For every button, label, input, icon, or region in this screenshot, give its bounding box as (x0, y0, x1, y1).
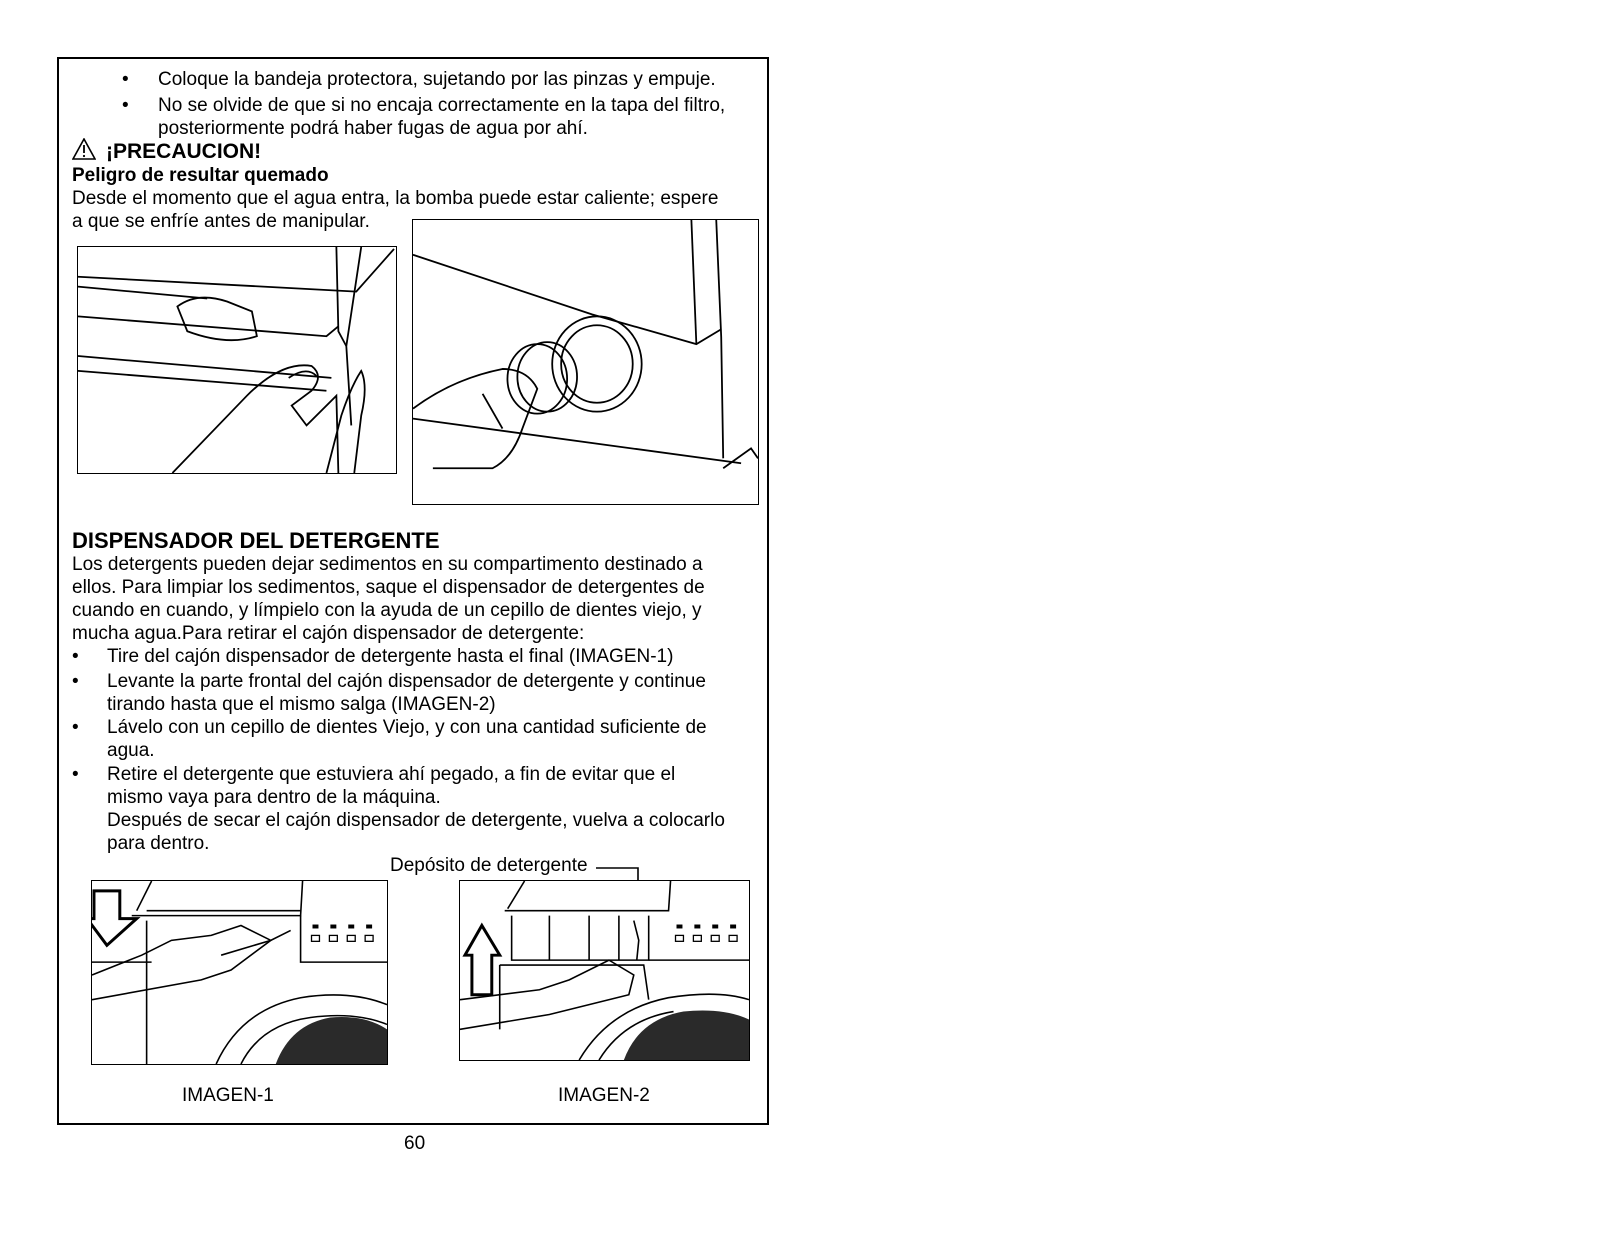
bullet-glyph: • (122, 95, 129, 116)
closing-line-2: para dentro. (107, 833, 210, 854)
bullet-glyph: • (72, 717, 79, 738)
top-bullet-2-cont: posteriormente podrá haber fugas de agua por ahí. (158, 118, 588, 139)
warning-subtitle: Peligro de resultar quemado (72, 165, 329, 186)
bullet-glyph: • (122, 69, 129, 90)
step-2-line-1: Levante la parte frontal del cajón dispensador de detergente y continue (107, 671, 706, 692)
bullet-glyph: • (72, 646, 79, 667)
page-number: 60 (404, 1133, 426, 1154)
step-4-line-1: Retire el detergente que estuviera ahí pegado, a fin de evitar que el (107, 764, 676, 785)
bullet-glyph: • (72, 764, 79, 785)
caption-imagen-2: IMAGEN-2 (558, 1085, 650, 1106)
intro-line-3: cuando en cuando, y límpielo con la ayuda de un cepillo de dientes viejo, y (72, 600, 702, 621)
section-heading: DISPENSADOR DEL DETERGENTE (72, 528, 440, 553)
warning-line-1: Desde el momento que el agua entra, la bomba puede estar caliente; espere (72, 188, 719, 209)
step-2-line-2: tirando hasta que el mismo salga (IMAGEN-2) (107, 694, 496, 715)
intro-line-4: mucha agua.Para retirar el cajón dispensador de detergente: (72, 623, 585, 644)
top-bullet-2: No se olvide de que si no encaja correctamente en la tapa del filtro, (158, 95, 726, 116)
intro-line-1: Los detergents pueden dejar sedimentos en su compartimento destinado a (72, 554, 703, 575)
warning-triangle-icon (72, 138, 96, 160)
detergent-tray-callout: Depósito de detergente (390, 855, 588, 876)
step-3-line-2: agua. (107, 740, 155, 761)
warning-line-2: a que se enfríe antes de manipular. (72, 211, 370, 232)
caption-imagen-1: IMAGEN-1 (182, 1085, 274, 1106)
drawer-pull-illustration (91, 880, 388, 1065)
top-bullet-1: Coloque la bandeja protectora, sujetando por las pinzas y empuje. (158, 69, 716, 90)
step-4-line-2: mismo vaya para dentro de la máquina. (107, 787, 441, 808)
step-3-line-1: Lávelo con un cepillo de dientes Viejo, y con una cantidad suficiente de (107, 717, 707, 738)
closing-line-1: Después de secar el cajón dispensador de detergente, vuelva a colocarlo (107, 810, 725, 831)
bullet-glyph: • (72, 671, 79, 692)
filter-cover-illustration (77, 246, 397, 474)
intro-line-2: ellos. Para limpiar los sedimentos, saque el dispensador de detergentes de (72, 577, 705, 598)
warning-title: ¡PRECAUCION! (106, 140, 262, 163)
step-1-line-1: Tire del cajón dispensador de detergente hasta el final (IMAGEN-1) (107, 646, 674, 667)
pump-filter-illustration (412, 219, 759, 505)
drawer-lift-illustration (459, 880, 750, 1061)
